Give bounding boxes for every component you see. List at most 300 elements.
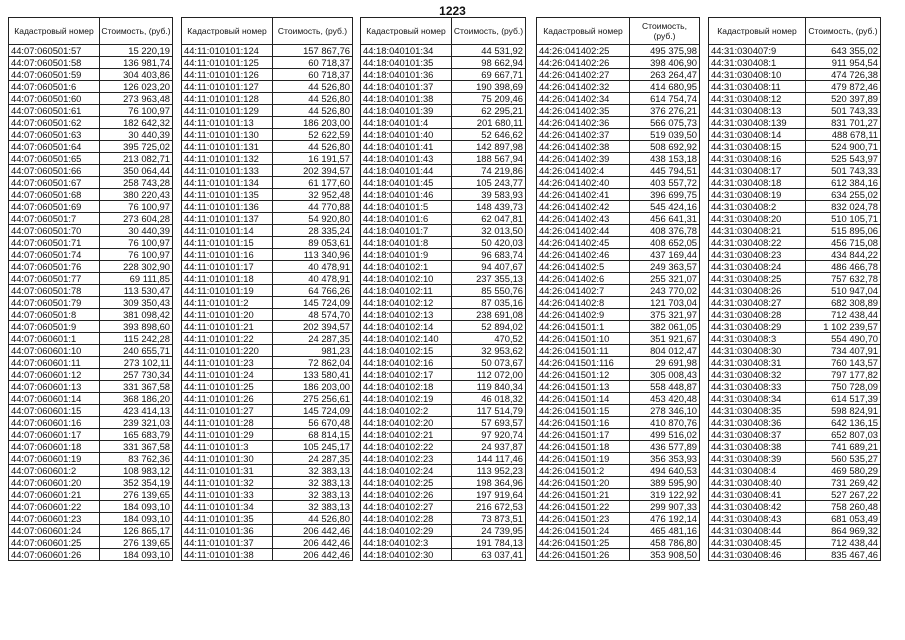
cadastral-number-cell: 44:11:010101:134 — [182, 177, 273, 189]
table-row — [709, 165, 881, 177]
cost-cell: 121 703,04 — [630, 297, 700, 309]
table-row — [182, 129, 353, 141]
cost-cell: 515 895,06 — [806, 225, 881, 237]
cost-cell: 40 478,91 — [273, 261, 353, 273]
table-row — [537, 69, 700, 81]
cost-cell: 445 794,51 — [630, 165, 700, 177]
table-row — [182, 429, 353, 441]
cadastral-table-2 — [181, 17, 353, 561]
cadastral-number-cell: 44:18:040101:40 — [361, 129, 452, 141]
cost-cell: 642 136,15 — [806, 417, 881, 429]
table-row — [537, 357, 700, 369]
table-row — [361, 261, 526, 273]
cost-cell: 83 762,36 — [100, 453, 173, 465]
cadastral-number-cell: 44:18:040101:6 — [361, 213, 452, 225]
cadastral-number-cell: 44:18:040101:35 — [361, 57, 452, 69]
cadastral-number-cell: 44:11:010101:133 — [182, 165, 273, 177]
cost-cell: 712 438,44 — [806, 309, 881, 321]
table-row — [537, 273, 700, 285]
cost-cell: 456 715,08 — [806, 237, 881, 249]
cost-cell: 396 699,75 — [630, 189, 700, 201]
cadastral-number-cell: 44:07:060601:26 — [9, 549, 100, 561]
cadastral-number-cell: 44:18:040102:29 — [361, 525, 452, 537]
cadastral-number-cell: 44:11:010101:21 — [182, 321, 273, 333]
table-row — [9, 501, 173, 513]
table-row — [709, 81, 881, 93]
table-row — [709, 441, 881, 453]
cost-cell: 257 730,34 — [100, 369, 173, 381]
cadastral-number-cell: 44:26:041402:35 — [537, 105, 630, 117]
table-row — [182, 549, 353, 561]
cadastral-number-cell: 44:31:030408:12 — [709, 93, 806, 105]
cost-cell: 470,52 — [452, 333, 526, 345]
table-row — [361, 393, 526, 405]
cost-cell: 434 844,22 — [806, 249, 881, 261]
table-row — [9, 393, 173, 405]
cadastral-number-cell: 44:26:041501:20 — [537, 477, 630, 489]
cadastral-number-cell: 44:18:040101:38 — [361, 93, 452, 105]
cadastral-number-cell: 44:26:041402:25 — [537, 45, 630, 57]
cost-cell: 184 093,10 — [100, 549, 173, 561]
table-row — [361, 309, 526, 321]
cadastral-number-cell: 44:07:060501:64 — [9, 141, 100, 153]
cadastral-number-cell: 44:26:041402:9 — [537, 309, 630, 321]
cost-cell: 804 012,47 — [630, 345, 700, 357]
table-row — [182, 381, 353, 393]
cost-cell: 32 383,13 — [273, 465, 353, 477]
cadastral-number-cell: 44:31:030408:24 — [709, 261, 806, 273]
table-row — [182, 501, 353, 513]
table-row — [537, 309, 700, 321]
table-row — [537, 81, 700, 93]
cost-cell: 105 245,17 — [273, 441, 353, 453]
table-row — [9, 453, 173, 465]
cadastral-number-cell: 44:31:030408:25 — [709, 273, 806, 285]
cadastral-number-cell: 44:11:010101:15 — [182, 237, 273, 249]
header-cost: Стоимость, (руб.) — [452, 18, 526, 45]
table-row — [182, 417, 353, 429]
cadastral-number-cell: 44:18:040102:140 — [361, 333, 452, 345]
cadastral-number-cell: 44:11:010101:132 — [182, 153, 273, 165]
cost-cell: 1 102 239,57 — [806, 321, 881, 333]
table-row — [361, 129, 526, 141]
cadastral-number-cell: 44:26:041501:11 — [537, 345, 630, 357]
cost-cell: 356 353,93 — [630, 453, 700, 465]
cost-cell: 981,23 — [273, 345, 353, 357]
table-row — [537, 513, 700, 525]
cadastral-number-cell: 44:11:010101:2 — [182, 297, 273, 309]
cadastral-number-cell: 44:11:010101:220 — [182, 345, 273, 357]
cadastral-number-cell: 44:26:041402:4 — [537, 165, 630, 177]
header-cadastral-number: Кадастровый номер — [9, 18, 100, 45]
cost-cell: 519 039,50 — [630, 129, 700, 141]
table-row — [537, 369, 700, 381]
cadastral-number-cell: 44:26:041501:116 — [537, 357, 630, 369]
cost-cell: 198 364,96 — [452, 477, 526, 489]
table-row — [537, 117, 700, 129]
table-row — [9, 357, 173, 369]
cost-cell: 835 467,46 — [806, 549, 881, 561]
cost-cell: 273 963,48 — [100, 93, 173, 105]
cadastral-number-cell: 44:11:010101:125 — [182, 57, 273, 69]
cadastral-number-cell: 44:07:060601:17 — [9, 429, 100, 441]
table-row — [9, 105, 173, 117]
cadastral-number-cell: 44:26:041402:8 — [537, 297, 630, 309]
table-row — [537, 297, 700, 309]
table-row — [182, 249, 353, 261]
cost-cell: 76 100,97 — [100, 201, 173, 213]
cost-cell: 682 308,89 — [806, 297, 881, 309]
cadastral-number-cell: 44:26:041402:37 — [537, 129, 630, 141]
cadastral-number-cell: 44:26:041402:46 — [537, 249, 630, 261]
table-row — [182, 489, 353, 501]
table-row — [361, 141, 526, 153]
table-row — [182, 213, 353, 225]
cadastral-number-cell: 44:07:060601:21 — [9, 489, 100, 501]
cadastral-number-cell: 44:18:040101:41 — [361, 141, 452, 153]
table-row — [537, 201, 700, 213]
cadastral-number-cell: 44:31:030408:44 — [709, 525, 806, 537]
table-row — [9, 321, 173, 333]
table-row — [709, 45, 881, 57]
table-row — [361, 165, 526, 177]
header-cadastral-number: Кадастровый номер — [361, 18, 452, 45]
cost-cell: 410 870,76 — [630, 417, 700, 429]
cadastral-number-cell: 44:26:041402:39 — [537, 153, 630, 165]
cost-cell: 74 219,86 — [452, 165, 526, 177]
table-row — [182, 273, 353, 285]
table-row — [9, 297, 173, 309]
cadastral-number-cell: 44:07:060601:13 — [9, 381, 100, 393]
cost-cell: 237 355,13 — [452, 273, 526, 285]
cadastral-number-cell: 44:18:040102:13 — [361, 309, 452, 321]
cadastral-number-cell: 44:18:040102:2 — [361, 405, 452, 417]
cadastral-number-cell: 44:26:041402:34 — [537, 93, 630, 105]
cost-cell: 133 580,41 — [273, 369, 353, 381]
cadastral-number-cell: 44:31:030408:42 — [709, 501, 806, 513]
cadastral-number-cell: 44:11:010101:14 — [182, 225, 273, 237]
cost-cell: 32 383,13 — [273, 477, 353, 489]
cost-cell: 353 908,50 — [630, 549, 700, 561]
cost-cell: 72 862,04 — [273, 357, 353, 369]
table-row — [361, 225, 526, 237]
cadastral-number-cell: 44:11:010101:24 — [182, 369, 273, 381]
table-row — [537, 105, 700, 117]
cadastral-number-cell: 44:31:030408:20 — [709, 213, 806, 225]
cost-cell: 216 672,53 — [452, 501, 526, 513]
cadastral-number-cell: 44:31:030408:13 — [709, 105, 806, 117]
cadastral-number-cell: 44:26:041402:40 — [537, 177, 630, 189]
cadastral-number-cell: 44:31:030408:3 — [709, 333, 806, 345]
cost-cell: 393 898,60 — [100, 321, 173, 333]
cost-cell: 414 680,95 — [630, 81, 700, 93]
cadastral-number-cell: 44:11:010101:22 — [182, 333, 273, 345]
cost-cell: 69 667,71 — [452, 69, 526, 81]
cost-cell: 524 900,71 — [806, 141, 881, 153]
cost-cell: 29 691,98 — [630, 357, 700, 369]
table-row — [709, 321, 881, 333]
cost-cell: 276 139,65 — [100, 537, 173, 549]
table-row — [182, 369, 353, 381]
cost-cell: 486 466,78 — [806, 261, 881, 273]
table-row — [182, 141, 353, 153]
cost-cell: 56 670,48 — [273, 417, 353, 429]
cost-cell: 423 414,13 — [100, 405, 173, 417]
cost-cell: 612 384,16 — [806, 177, 881, 189]
table-row — [9, 477, 173, 489]
table-row — [709, 261, 881, 273]
cost-cell: 68 814,15 — [273, 429, 353, 441]
table-row — [537, 501, 700, 513]
table-row — [709, 465, 881, 477]
cost-cell: 255 321,07 — [630, 273, 700, 285]
cost-cell: 731 269,42 — [806, 477, 881, 489]
cadastral-number-cell: 44:31:030408:11 — [709, 81, 806, 93]
table-row — [182, 537, 353, 549]
table-row — [9, 309, 173, 321]
cadastral-number-cell: 44:11:010101:34 — [182, 501, 273, 513]
cost-cell: 113 340,96 — [273, 249, 353, 261]
table-row — [537, 45, 700, 57]
table-row — [709, 345, 881, 357]
cadastral-number-cell: 44:31:030408:16 — [709, 153, 806, 165]
table-row — [182, 297, 353, 309]
table-row — [709, 249, 881, 261]
cost-cell: 476 192,14 — [630, 513, 700, 525]
table-row — [709, 429, 881, 441]
cost-cell: 145 724,09 — [273, 297, 353, 309]
cadastral-number-cell: 44:18:040101:39 — [361, 105, 452, 117]
cadastral-number-cell: 44:11:010101:17 — [182, 261, 273, 273]
cost-cell: 375 321,97 — [630, 309, 700, 321]
cost-cell: 376 276,21 — [630, 105, 700, 117]
cadastral-number-cell: 44:31:030408:23 — [709, 249, 806, 261]
cost-cell: 408 652,05 — [630, 237, 700, 249]
table-row — [361, 369, 526, 381]
table-row — [361, 477, 526, 489]
table-row — [9, 141, 173, 153]
table-row — [9, 537, 173, 549]
cadastral-number-cell: 44:07:060601:19 — [9, 453, 100, 465]
table-row — [537, 549, 700, 561]
cadastral-table-3 — [360, 17, 526, 561]
table-row — [182, 393, 353, 405]
table-row — [9, 369, 173, 381]
cadastral-number-cell: 44:31:030408:10 — [709, 69, 806, 81]
cost-cell: 681 053,49 — [806, 513, 881, 525]
cost-cell: 117 514,79 — [452, 405, 526, 417]
cadastral-number-cell: 44:11:010101:25 — [182, 381, 273, 393]
cost-cell: 76 100,97 — [100, 249, 173, 261]
table-row — [361, 285, 526, 297]
cost-cell: 634 255,02 — [806, 189, 881, 201]
table-row — [537, 333, 700, 345]
cadastral-number-cell: 44:07:060601:22 — [9, 501, 100, 513]
cadastral-number-cell: 44:31:030408:31 — [709, 357, 806, 369]
header-cost: Стоимость, (руб.) — [273, 18, 353, 45]
table-row — [709, 369, 881, 381]
cost-cell: 165 683,79 — [100, 429, 173, 441]
table-row — [182, 525, 353, 537]
cadastral-number-cell: 44:26:041501:26 — [537, 549, 630, 561]
cost-cell: 797 177,82 — [806, 369, 881, 381]
cost-cell: 61 177,60 — [273, 177, 353, 189]
cost-cell: 87 035,16 — [452, 297, 526, 309]
cost-cell: 560 535,27 — [806, 453, 881, 465]
cost-cell: 712 438,44 — [806, 537, 881, 549]
cadastral-number-cell: 44:07:060501:65 — [9, 153, 100, 165]
table-row — [709, 213, 881, 225]
cadastral-number-cell: 44:18:040101:9 — [361, 249, 452, 261]
cost-cell: 643 355,02 — [806, 45, 881, 57]
cost-cell: 62 047,81 — [452, 213, 526, 225]
cost-cell: 76 100,97 — [100, 237, 173, 249]
cadastral-number-cell: 44:26:041402:43 — [537, 213, 630, 225]
cadastral-number-cell: 44:31:030408:38 — [709, 441, 806, 453]
table-row — [361, 93, 526, 105]
table-row — [709, 57, 881, 69]
cost-cell: 527 267,22 — [806, 489, 881, 501]
cost-cell: 469 580,29 — [806, 465, 881, 477]
table-row — [9, 81, 173, 93]
table-row — [537, 285, 700, 297]
table-row — [9, 237, 173, 249]
cost-cell: 499 516,02 — [630, 429, 700, 441]
cadastral-number-cell: 44:07:060601:10 — [9, 345, 100, 357]
table-row — [182, 117, 353, 129]
cost-cell: 63 037,41 — [452, 549, 526, 561]
cadastral-number-cell: 44:07:060501:59 — [9, 69, 100, 81]
cadastral-number-cell: 44:31:030408:18 — [709, 177, 806, 189]
cadastral-number-cell: 44:31:030408:14 — [709, 129, 806, 141]
cadastral-number-cell: 44:11:010101:127 — [182, 81, 273, 93]
table-row — [709, 393, 881, 405]
cadastral-number-cell: 44:07:060601:16 — [9, 417, 100, 429]
table-row — [709, 357, 881, 369]
table-row — [709, 141, 881, 153]
cost-cell: 614 517,39 — [806, 393, 881, 405]
cost-cell: 50 073,67 — [452, 357, 526, 369]
cost-cell: 105 243,77 — [452, 177, 526, 189]
cost-cell: 98 662,94 — [452, 57, 526, 69]
cadastral-number-cell: 44:26:041402:42 — [537, 201, 630, 213]
cadastral-number-cell: 44:11:010101:130 — [182, 129, 273, 141]
cost-cell: 368 186,20 — [100, 393, 173, 405]
table-row — [182, 285, 353, 297]
cost-cell: 350 064,44 — [100, 165, 173, 177]
cost-cell: 545 424,16 — [630, 201, 700, 213]
table-row — [537, 441, 700, 453]
cost-cell: 44 526,80 — [273, 81, 353, 93]
cost-cell: 108 983,12 — [100, 465, 173, 477]
cost-cell: 758 260,48 — [806, 501, 881, 513]
cadastral-number-cell: 44:11:010101:129 — [182, 105, 273, 117]
table-row — [709, 333, 881, 345]
cost-cell: 126 865,17 — [100, 525, 173, 537]
table-row — [709, 309, 881, 321]
cost-cell: 202 394,57 — [273, 321, 353, 333]
cost-cell: 32 383,13 — [273, 501, 353, 513]
cadastral-number-cell: 44:31:030408:45 — [709, 537, 806, 549]
cadastral-number-cell: 44:07:060501:9 — [9, 321, 100, 333]
cost-cell: 60 718,37 — [273, 69, 353, 81]
cost-cell: 757 632,78 — [806, 273, 881, 285]
cadastral-number-cell: 44:18:040102:26 — [361, 489, 452, 501]
cadastral-number-cell: 44:31:030408:27 — [709, 297, 806, 309]
cadastral-number-cell: 44:31:030408:21 — [709, 225, 806, 237]
table-row — [9, 381, 173, 393]
cost-cell: 46 018,32 — [452, 393, 526, 405]
cadastral-number-cell: 44:31:030408:26 — [709, 285, 806, 297]
cadastral-number-cell: 44:31:030408:17 — [709, 165, 806, 177]
table-row — [361, 177, 526, 189]
table-row — [537, 177, 700, 189]
cadastral-number-cell: 44:31:030408:41 — [709, 489, 806, 501]
cadastral-number-cell: 44:11:010101:137 — [182, 213, 273, 225]
table-row — [9, 333, 173, 345]
table-row — [709, 477, 881, 489]
cost-cell: 206 442,46 — [273, 549, 353, 561]
cadastral-number-cell: 44:18:040101:7 — [361, 225, 452, 237]
cadastral-number-cell: 44:26:041402:5 — [537, 261, 630, 273]
cost-cell: 510 105,71 — [806, 213, 881, 225]
cadastral-number-cell: 44:26:041402:44 — [537, 225, 630, 237]
cost-cell: 213 082,71 — [100, 153, 173, 165]
cadastral-number-cell: 44:07:060501:62 — [9, 117, 100, 129]
cost-cell: 832 024,78 — [806, 201, 881, 213]
cost-cell: 395 725,02 — [100, 141, 173, 153]
cadastral-number-cell: 44:07:060601:20 — [9, 477, 100, 489]
cadastral-number-cell: 44:07:060501:8 — [9, 309, 100, 321]
cost-cell: 94 407,67 — [452, 261, 526, 273]
table-row — [361, 117, 526, 129]
cadastral-number-cell: 44:18:040101:8 — [361, 237, 452, 249]
cost-cell: 309 350,43 — [100, 297, 173, 309]
cost-cell: 186 203,00 — [273, 117, 353, 129]
cost-cell: 501 743,33 — [806, 105, 881, 117]
cost-cell: 28 335,24 — [273, 225, 353, 237]
cadastral-number-cell: 44:18:040102:10 — [361, 273, 452, 285]
table-row — [9, 69, 173, 81]
table-row — [182, 333, 353, 345]
cost-cell: 864 969,32 — [806, 525, 881, 537]
table-row — [537, 213, 700, 225]
cost-cell: 554 490,70 — [806, 333, 881, 345]
table-row — [361, 213, 526, 225]
table-row — [709, 453, 881, 465]
table-row — [182, 201, 353, 213]
cost-cell: 64 766,26 — [273, 285, 353, 297]
cost-cell: 239 321,03 — [100, 417, 173, 429]
cost-cell: 381 098,42 — [100, 309, 173, 321]
table-row — [182, 441, 353, 453]
table-row — [182, 477, 353, 489]
cadastral-number-cell: 44:11:010101:33 — [182, 489, 273, 501]
table-row — [9, 213, 173, 225]
cost-cell: 52 894,02 — [452, 321, 526, 333]
cost-cell: 228 302,90 — [100, 261, 173, 273]
cost-cell: 126 023,20 — [100, 81, 173, 93]
table-row — [182, 453, 353, 465]
table-row — [361, 429, 526, 441]
table-row — [9, 177, 173, 189]
cost-cell: 184 093,10 — [100, 501, 173, 513]
cadastral-number-cell: 44:07:060501:71 — [9, 237, 100, 249]
cost-cell: 60 718,37 — [273, 57, 353, 69]
cost-cell: 734 407,91 — [806, 345, 881, 357]
cost-cell: 382 061,05 — [630, 321, 700, 333]
header-cost: Стоимость, (руб.) — [100, 18, 173, 45]
